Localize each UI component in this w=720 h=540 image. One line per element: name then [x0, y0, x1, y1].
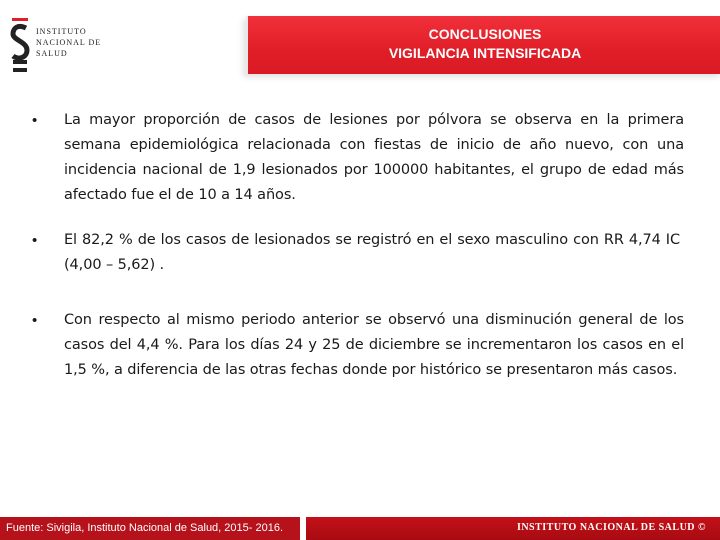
ins-logo-mark-icon — [10, 18, 30, 74]
bullet-icon: • — [32, 232, 38, 249]
page-title: CONCLUSIONES — [428, 26, 542, 42]
bullet-icon: • — [32, 112, 38, 129]
bullet-icon: • — [32, 312, 38, 329]
bullet-text: Con respecto al mismo periodo anterior se observó una disminución general de los casos del 4,4 %. Para los días 24 y 25 de diciembre se incrementaron los casos en el 1,5 %, a diferencia de las otras fechas donde por histórico se presentaron más casos. — [64, 312, 684, 378]
institution-logo — [10, 18, 110, 78]
list-item — [28, 308, 684, 383]
footer-brand: INSTITUTO NACIONAL DE SALUD © — [516, 522, 706, 533]
page-subtitle: VIGILANCIA INTENSIFICADA — [388, 45, 582, 61]
bullet-text: El 82,2 % de los casos de lesionados se registró en el sexo masculino con RR 4,74 IC (4,00 – 5,62) . — [64, 232, 680, 273]
footer-source: Fuente: Sivigila, Instituto Nacional de Salud, 2015- 2016. — [6, 522, 284, 534]
list-item — [28, 108, 684, 208]
title-banner — [246, 16, 720, 74]
bullet-text: La mayor proporción de casos de lesiones por pólvora se observa en la primera semana epidemiológica relacionada con fiestas de inicio de año nuevo, con una incidencia nacional de 1,9 lesionados por 100000 habitantes, el grupo de edad más afectado fue el de 10 a 14 años. — [64, 112, 684, 203]
logo-wordmark — [36, 26, 101, 59]
logo-line-3: SALUD — [36, 49, 68, 58]
list-item — [28, 228, 684, 278]
conclusions-list — [28, 108, 684, 407]
logo-line-2: NACIONAL DE — [36, 38, 102, 47]
footer-source-box — [0, 517, 306, 540]
logo-line-1: INSTITUTO — [36, 27, 87, 36]
